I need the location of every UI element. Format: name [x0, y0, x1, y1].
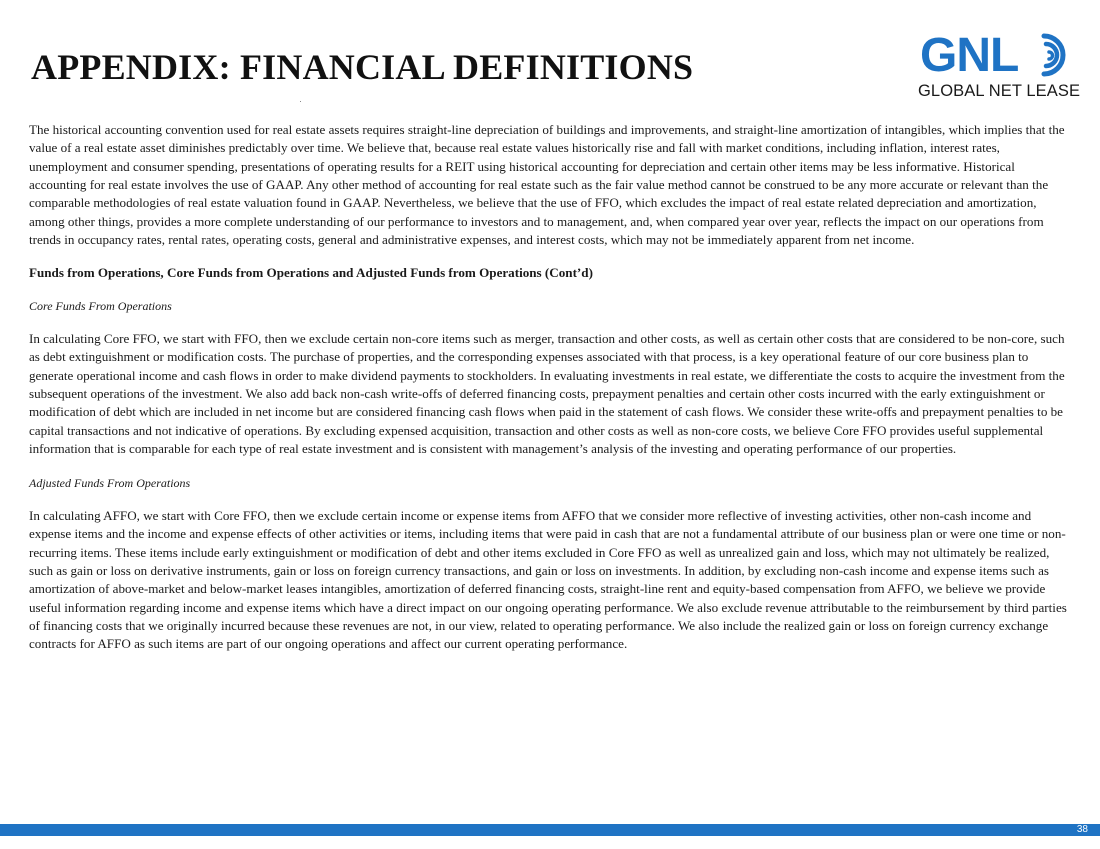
footer-bar	[0, 824, 1100, 836]
logo-mark: GNL	[920, 29, 1019, 82]
section-heading: Funds from Operations, Core Funds from Operations and Adjusted Funds from Operations (Cont’d)	[29, 265, 593, 281]
logo-swirl-icon	[1022, 32, 1072, 78]
page-number: 38	[1076, 824, 1088, 835]
core-ffo-paragraph: In calculating Core FFO, we start with FFO, then we exclude certain non-core items such as merger, transaction and other costs, as well as certain other costs that are considered to be non-core, such as debt extinguishment or modification costs. The purchase of properties, and the corresponding expenses associated with that process, is a key operational feature of our core business plan to generate operational income and cash flows in order to make dividend payments to stockholders. In evaluating investments in real estate, we differentiate the costs to acquire the investment from the subsequent operations of the investment. We also add back non-cash write-offs of deferred financing costs, prepayment penalties and certain other costs incurred with the early extinguishment or modification of debt which are included in net income but are considered financing cash flows when paid in the statement of cash flows. We consider these write-offs and prepayment penalties to be capital transactions and not indicative of operations. By excluding expensed acquisition, transaction and other costs as well as non-core costs, we believe Core FFO provides useful supplemental information that is comparable for each type of real estate investment and is consistent with management’s analysis of the investing and operating performance of our properties.	[29, 331, 1065, 457]
affo-heading: Adjusted Funds From Operations	[29, 475, 191, 490]
company-logo	[918, 29, 1081, 102]
logo-subtitle: GLOBAL NET LEASE	[918, 82, 1081, 100]
page-title: APPENDIX: FINANCIAL DEFINITIONS	[31, 47, 694, 87]
definitions-body	[29, 121, 1072, 669]
core-ffo-heading: Core Funds From Operations	[29, 298, 172, 313]
decorative-dot	[300, 101, 301, 102]
intro-paragraph: The historical accounting convention used for real estate assets requires straight-line depreciation of buildings and improvements, and straight-line amortization of intangibles, which implies that the value of a real estate asset diminishes predictably over time. We believe that, because real estate values historically rise and fall with market conditions, including inflation, interest rates, unemployment and consumer spending, presentations of operating results for a REIT using historical accounting for depreciation and certain other items may be less informative. Historical accounting for real estate involves the use of GAAP. Any other method of accounting for real estate such as the fair value method cannot be construed to be any more accurate or relevant than the comparable methodologies of real estate valuation found in GAAP. Nevertheless, we believe that the use of FFO, which excludes the impact of real estate related depreciation and amortization, among other things, provides a more complete understanding of our performance to investors and to management, and, when compared year over year, reflects the impact on our operations from trends in occupancy rates, rental rates, operating costs, general and administrative expenses, and interest costs, which may not be immediately apparent from net income.	[29, 122, 1065, 248]
affo-paragraph: In calculating AFFO, we start with Core FFO, then we exclude certain income or expense items from AFFO that we consider more reflective of investing activities, other non-cash income and expense items and the income and expense effects of other activities or items, including items that were paid in cash that are not a fundamental attribute of our business plan or were one time or non-recurring items. These items include early extinguishment or modification of debt and other items excluded in Core FFO as well as unrealized gain and loss, which may not ultimately be realized, such as gain or loss on derivative instruments, gain or loss on foreign currency transactions, and gain or loss on investments. In addition, by excluding non-cash income and expense items such as amortization of above-market and below-market leases intangibles, amortization of deferred financing costs, straight-line rent and equity-based compensation from AFFO, we believe we provide useful information regarding income and expense items which have a direct impact on our ongoing operating performance. We also exclude revenue attributable to the reimbursement by third parties of financing costs that we originally incurred because these revenues are not, in our view, related to operating performance. We also include the realized gain or loss on foreign currency exchange contracts for AFFO as such items are part of our ongoing operations and affect our current operating performance.	[29, 507, 1067, 652]
